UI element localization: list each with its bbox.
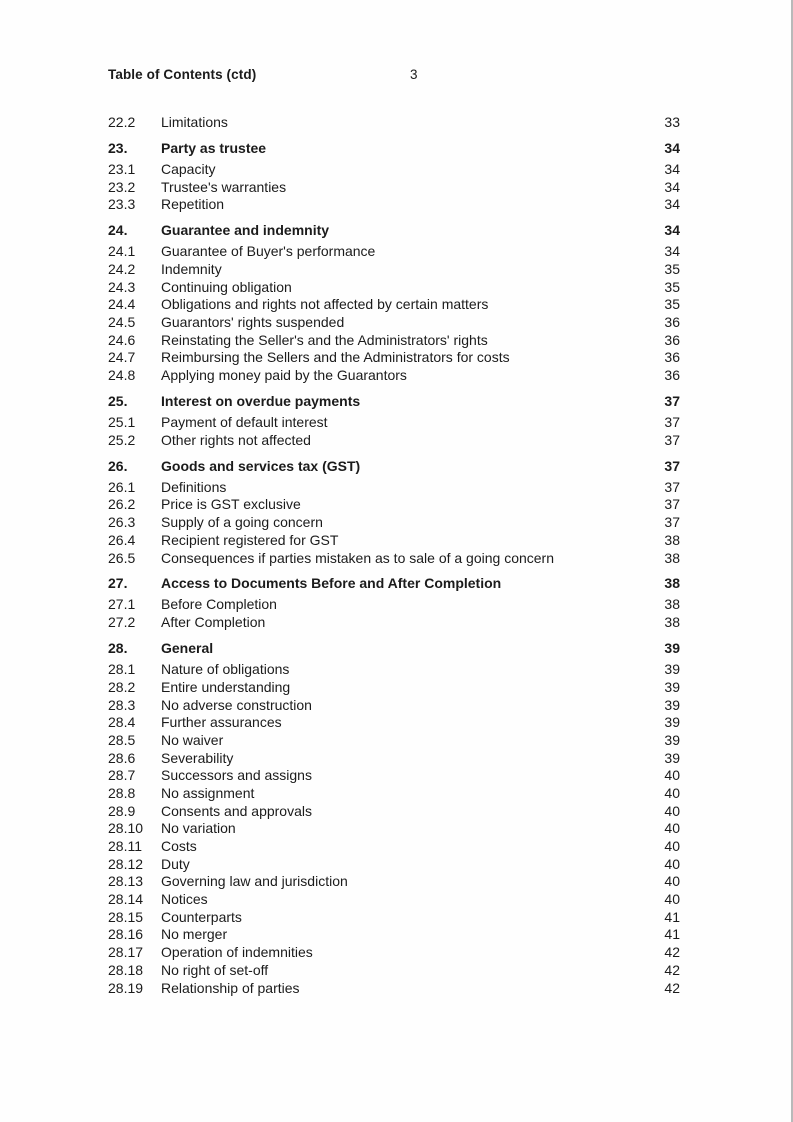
- toc-entry-number: 26.1: [108, 478, 136, 495]
- toc-entry-title: No adverse construction: [161, 696, 312, 713]
- toc-entry-page: 35: [664, 278, 680, 295]
- toc-entry-title: Recipient registered for GST: [161, 531, 339, 548]
- toc-entry-page: 37: [664, 431, 680, 448]
- toc-entry: [108, 750, 680, 768]
- toc-entry-page: 38: [664, 531, 680, 548]
- toc-entry-title: Party as trustee: [161, 139, 267, 156]
- toc-entry-page: 39: [664, 661, 680, 678]
- page-header-number: 3: [410, 67, 418, 82]
- toc-entry: [108, 661, 680, 679]
- toc-entry-number: 23.3: [108, 196, 136, 213]
- toc-entry-page: 35: [664, 296, 680, 313]
- toc-entry-number: 28.5: [108, 731, 136, 748]
- toc-entry-number: 26.2: [108, 496, 136, 513]
- toc-entry: [108, 785, 680, 803]
- toc-entry-number: 27.2: [108, 614, 136, 631]
- toc-entry: [108, 873, 680, 891]
- toc-entry: [108, 640, 680, 658]
- toc-entry-page: 34: [664, 160, 680, 177]
- toc-entry-page: 37: [664, 514, 680, 531]
- toc-entry-page: 36: [664, 331, 680, 348]
- toc-entry: [108, 697, 680, 715]
- toc-entry: [108, 856, 680, 874]
- toc-entry-page: 40: [664, 838, 680, 854]
- toc-entry-page: 34: [664, 139, 680, 156]
- toc-entry: [108, 296, 680, 314]
- page-header: [108, 66, 680, 84]
- toc-entry-title: Relationship of parties: [161, 979, 300, 996]
- toc-entry-page: 42: [664, 944, 680, 961]
- toc-entry-title: Successors and assigns: [161, 767, 312, 784]
- toc-entry: [108, 479, 680, 497]
- toc-entry-page: 40: [664, 784, 680, 801]
- toc-entry-title: Severability: [161, 749, 234, 766]
- toc-entry-title: Price is GST exclusive: [161, 496, 301, 513]
- toc-entry: [108, 367, 680, 385]
- toc-list: [108, 114, 680, 997]
- toc-entry-page: 38: [664, 614, 680, 631]
- toc-entry: [108, 432, 680, 450]
- toc-entry: [108, 980, 680, 998]
- toc-entry-title: Capacity: [161, 160, 216, 177]
- toc-entry-page: 39: [664, 640, 680, 657]
- toc-entry: [108, 179, 680, 197]
- toc-entry-title: Goods and services tax (GST): [161, 457, 361, 474]
- toc-entry-title: No assignment: [161, 784, 255, 801]
- toc-entry-title: Other rights not affected: [161, 431, 311, 448]
- toc-entry-title: Counterparts: [161, 908, 242, 925]
- toc-entry-title: Indemnity: [161, 261, 222, 277]
- toc-entry-title: Reinstating the Seller's and the Administrators' rights: [161, 331, 488, 348]
- toc-entry: [108, 803, 680, 821]
- toc-entry-page: 40: [664, 820, 680, 837]
- toc-entry: [108, 222, 680, 240]
- toc-entry-number: 24.1: [108, 243, 136, 260]
- toc-entry-number: 24.: [108, 222, 128, 239]
- toc-entry-page: 42: [664, 979, 680, 996]
- toc-entry: [108, 891, 680, 909]
- toc-entry: [108, 962, 680, 980]
- toc-entry-page: 40: [664, 873, 680, 890]
- toc-entry-title: Repetition: [161, 196, 225, 213]
- toc-entry-number: 24.2: [108, 261, 136, 277]
- toc-entry-number: 24.5: [108, 314, 136, 331]
- toc-entry-title: Guarantee and indemnity: [161, 222, 330, 239]
- toc-entry-number: 28.4: [108, 714, 136, 731]
- toc-entry-number: 24.4: [108, 296, 136, 313]
- toc-entry-page: 39: [664, 714, 680, 731]
- toc-entry-title: No merger: [161, 926, 228, 943]
- toc-entry: [108, 820, 680, 838]
- toc-entry-number: 26.4: [108, 531, 136, 548]
- toc-entry-number: 28.8: [108, 784, 136, 801]
- toc-entry-title: Applying money paid by the Guarantors: [161, 367, 407, 384]
- toc-entry-number: 26.5: [108, 549, 136, 566]
- toc-entry: [108, 614, 680, 632]
- toc-entry: [108, 838, 680, 856]
- toc-entry-number: 28.15: [108, 908, 144, 925]
- toc-entry-number: 28.3: [108, 696, 136, 713]
- toc-entry: [108, 393, 680, 411]
- toc-entry-page: 33: [664, 114, 680, 130]
- toc-entry-title: No variation: [161, 820, 236, 837]
- toc-entry-page: 37: [664, 496, 680, 513]
- toc-entry-page: 39: [664, 678, 680, 695]
- toc-entry-title: Trustee's warranties: [161, 178, 287, 195]
- toc-entry: [108, 314, 680, 332]
- toc-entry-number: 28.19: [108, 979, 144, 996]
- toc-entry-number: 28.10: [108, 820, 144, 837]
- toc-entry-number: 25.2: [108, 431, 136, 448]
- toc-entry-number: 28.16: [108, 926, 144, 943]
- toc-entry-number: 27.1: [108, 596, 136, 613]
- toc-entry-number: 24.8: [108, 367, 136, 384]
- toc-entry: [108, 243, 680, 261]
- toc-entry-title: Guarantee of Buyer's performance: [161, 243, 376, 260]
- toc-entry: [108, 496, 680, 514]
- toc-entry-title: Notices: [161, 891, 208, 908]
- toc-entry-page: 40: [664, 802, 680, 819]
- toc-entry: [108, 161, 680, 179]
- toc-entry: [108, 532, 680, 550]
- toc-entry-title: Payment of default interest: [161, 414, 328, 431]
- toc-entry: [108, 679, 680, 697]
- toc-entry-title: Nature of obligations: [161, 661, 290, 678]
- toc-entry-page: 37: [664, 393, 680, 410]
- toc-entry-page: 39: [664, 731, 680, 748]
- toc-entry-title: Before Completion: [161, 596, 277, 613]
- toc-entry-page: 37: [664, 457, 680, 474]
- toc-entry-page: 40: [664, 855, 680, 872]
- toc-entry-title: Consents and approvals: [161, 802, 312, 819]
- toc-entry: [108, 944, 680, 962]
- toc-entry-title: Governing law and jurisdiction: [161, 873, 348, 890]
- toc-entry: [108, 261, 680, 279]
- toc-entry-number: 22.2: [108, 114, 136, 130]
- toc-entry-number: 28.12: [108, 855, 144, 872]
- toc-entry-title: Further assurances: [161, 714, 282, 731]
- toc-entry-number: 28.18: [108, 961, 144, 978]
- toc-entry-number: 28.17: [108, 944, 144, 961]
- toc-entry-page: 41: [664, 908, 680, 925]
- toc-entry-number: 23.1: [108, 160, 136, 177]
- toc-entry: [108, 767, 680, 785]
- toc-entry: [108, 514, 680, 532]
- toc-entry-page: 39: [664, 749, 680, 766]
- toc-entry-page: 34: [664, 196, 680, 213]
- toc-entry-title: Definitions: [161, 478, 227, 495]
- toc-entry-number: 23.: [108, 139, 128, 156]
- toc-entry: [108, 596, 680, 614]
- toc-entry-number: 24.3: [108, 278, 136, 295]
- toc-entry: [108, 349, 680, 367]
- toc-entry-number: 28.7: [108, 767, 136, 784]
- toc-entry-number: 28.14: [108, 891, 144, 908]
- toc-entry-number: 24.6: [108, 331, 136, 348]
- toc-entry-page: 36: [664, 349, 680, 366]
- toc-entry-title: Access to Documents Before and After Completion: [161, 575, 502, 592]
- toc-entry-title: General: [161, 640, 214, 657]
- page-header-title: Table of Contents (ctd): [108, 67, 257, 82]
- toc-entry-page: 36: [664, 367, 680, 384]
- toc-entry-number: 24.7: [108, 349, 136, 366]
- toc-entry-number: 26.3: [108, 514, 136, 531]
- toc-entry-number: 25.1: [108, 414, 136, 431]
- toc-entry-title: Reimbursing the Sellers and the Administrators for costs: [161, 349, 510, 366]
- toc-entry: [108, 458, 680, 476]
- toc-entry: [108, 575, 680, 593]
- toc-entry-number: 27.: [108, 575, 128, 592]
- toc-entry-page: 34: [664, 178, 680, 195]
- toc-entry-title: Consequences if parties mistaken as to sale of a going concern: [161, 549, 555, 566]
- toc-entry-title: Guarantors' rights suspended: [161, 314, 345, 331]
- toc-entry: [108, 140, 680, 158]
- toc-entry-title: No right of set-off: [161, 961, 269, 978]
- toc-entry-number: 28.2: [108, 678, 136, 695]
- toc-entry-number: 25.: [108, 393, 128, 410]
- toc-entry-page: 37: [664, 478, 680, 495]
- toc-entry-title: After Completion: [161, 614, 266, 631]
- toc-entry-number: 28.11: [108, 838, 142, 854]
- toc-entry: [108, 332, 680, 350]
- toc-entry-number: 28.: [108, 640, 128, 657]
- toc-entry: [108, 550, 680, 568]
- toc-entry: [108, 279, 680, 297]
- toc-entry-number: 28.1: [108, 661, 136, 678]
- toc-entry-page: 41: [664, 926, 680, 943]
- toc-entry-title: Entire understanding: [161, 678, 291, 695]
- toc-entry-title: Obligations and rights not affected by certain matters: [161, 296, 489, 313]
- toc-entry-title: No waiver: [161, 731, 224, 748]
- toc-entry: [108, 909, 680, 927]
- toc-entry-title: Continuing obligation: [161, 278, 292, 295]
- toc-entry: [108, 414, 680, 432]
- toc-entry-page: 38: [664, 549, 680, 566]
- toc-entry-page: 34: [664, 243, 680, 260]
- toc-entry-title: Limitations: [161, 114, 228, 130]
- toc-entry-page: 38: [664, 596, 680, 613]
- toc-entry-page: 39: [664, 696, 680, 713]
- toc-entry: [108, 196, 680, 214]
- toc-entry: [108, 714, 680, 732]
- toc-entry-page: 38: [664, 575, 680, 592]
- toc-entry: [108, 732, 680, 750]
- toc-entry-title: Operation of indemnities: [161, 944, 313, 961]
- toc-entry-page: 40: [664, 767, 680, 784]
- toc-entry-number: 28.6: [108, 749, 136, 766]
- toc-entry-page: 36: [664, 314, 680, 331]
- toc-entry-page: 42: [664, 961, 680, 978]
- toc-entry-title: Supply of a going concern: [161, 514, 323, 531]
- toc-entry-title: Duty: [161, 855, 190, 872]
- toc-entry-number: 28.9: [108, 802, 136, 819]
- toc-entry-number: 26.: [108, 457, 128, 474]
- toc-entry-page: 35: [664, 261, 680, 277]
- toc-entry-page: 37: [664, 414, 680, 431]
- toc-entry-number: 23.2: [108, 178, 136, 195]
- toc-entry-page: 34: [664, 222, 680, 239]
- toc-entry-title: Interest on overdue payments: [161, 393, 361, 410]
- toc-entry-number: 28.13: [108, 873, 144, 890]
- toc-entry: [108, 926, 680, 944]
- toc-entry-title: Costs: [161, 838, 197, 854]
- toc-entry-page: 40: [664, 891, 680, 908]
- toc-entry: [108, 114, 680, 132]
